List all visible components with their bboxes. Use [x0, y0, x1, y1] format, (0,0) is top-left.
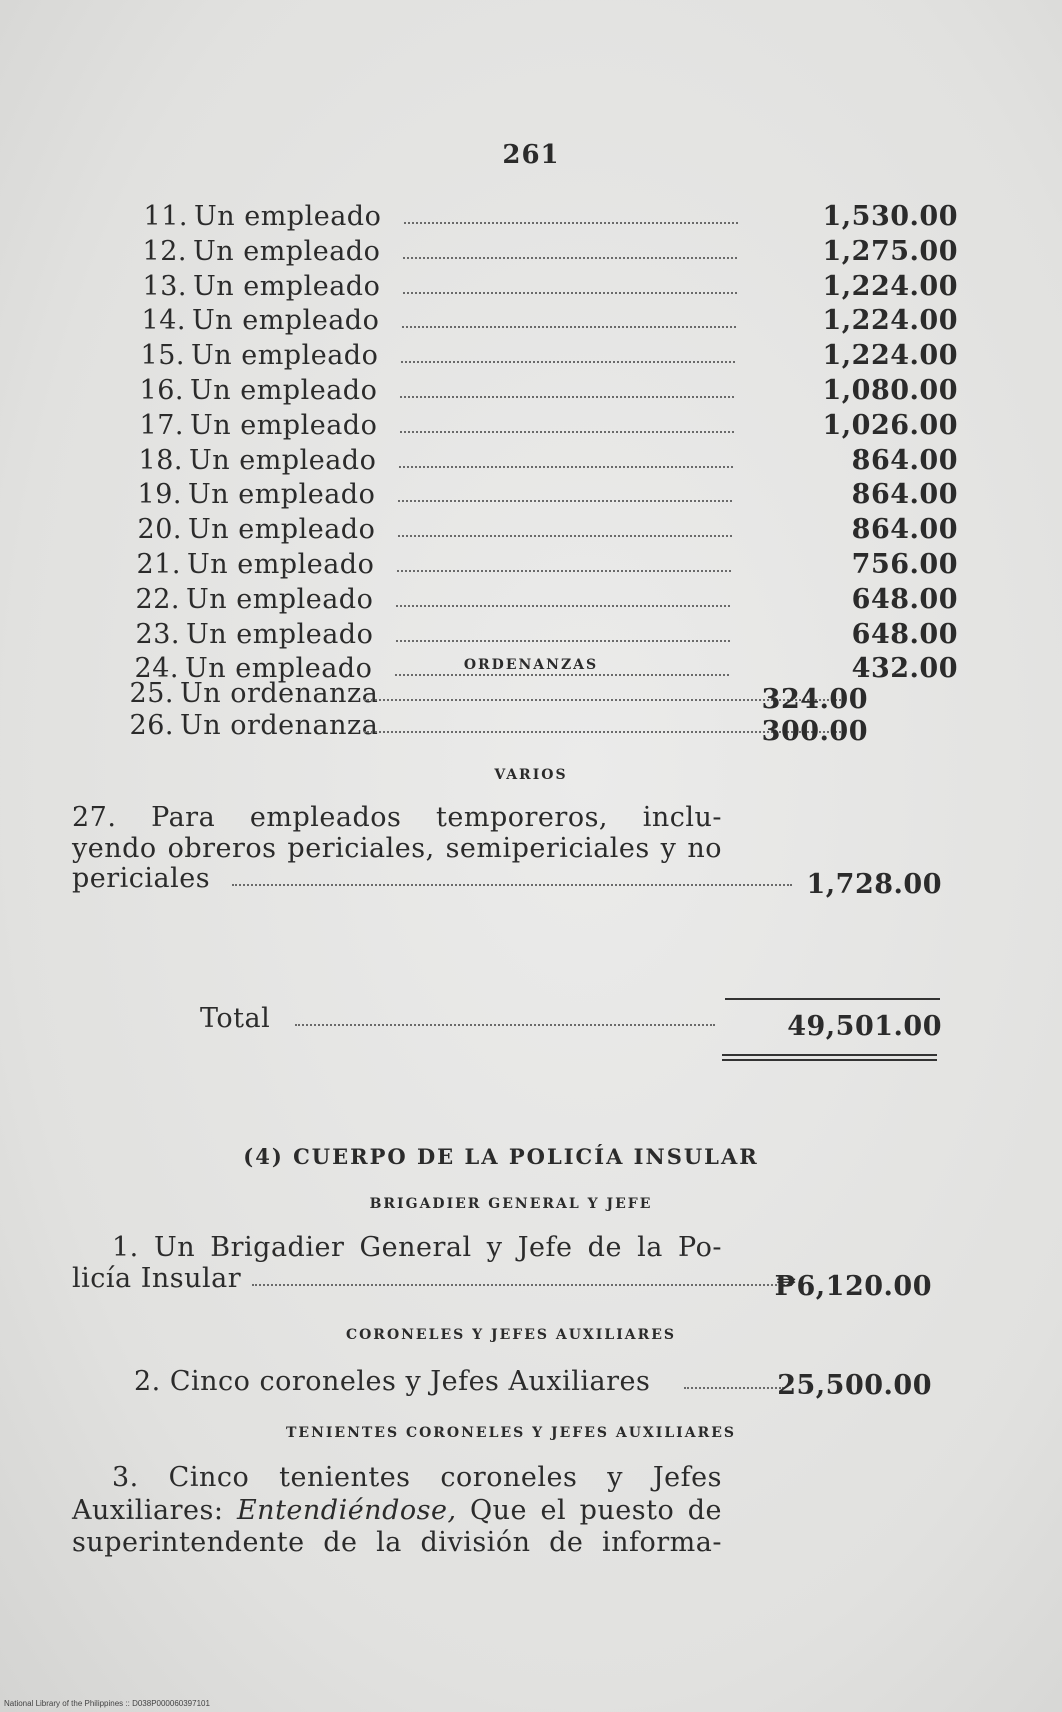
dot-leader	[397, 570, 731, 572]
item-description: Un ordenanza	[180, 710, 379, 741]
item-description: Un empleado	[188, 514, 376, 546]
item-number: 25.	[129, 678, 174, 709]
ordenanzas-heading: ORDENANZAS	[463, 657, 599, 673]
item-number: 13.	[142, 270, 187, 302]
list-item-employee	[130, 304, 958, 338]
item-description: Un ordenanza	[180, 678, 379, 709]
item-number: 20.	[137, 514, 182, 546]
brigadier-line-1	[72, 1232, 722, 1263]
item-amount: 1,026.00	[822, 409, 958, 441]
item-description: Un empleado	[190, 409, 378, 441]
dot-leader	[400, 431, 734, 433]
tenientes-text-italic: Entendiéndose,	[236, 1495, 457, 1526]
dot-leader	[402, 326, 736, 328]
total-double-rule-top	[722, 1054, 937, 1056]
item-amount: 864.00	[851, 479, 958, 511]
brigadier-text-1: 1. Un Brigadier General y Jefe de la Po-	[112, 1232, 722, 1263]
coroneles-line	[72, 1365, 932, 1399]
item-description: Un empleado	[194, 201, 382, 232]
dot-leader	[396, 605, 730, 607]
item-number: 23.	[135, 618, 180, 650]
list-item-ordenanza-26	[118, 709, 958, 747]
item-number: 22.	[135, 583, 180, 615]
item-amount: 300.00	[761, 716, 868, 747]
dot-leader	[396, 640, 730, 642]
tenientes-heading: TENIENTES CORONELES Y JEFES AUXILIARES	[285, 1425, 737, 1441]
item-description: Un empleado	[188, 479, 376, 511]
list-item-ordenanza-25	[118, 677, 958, 715]
list-item-employee	[126, 478, 958, 512]
varios-line-1: 27. Para empleados temporeros, inclu-	[72, 802, 722, 833]
tenientes-line-2	[72, 1495, 722, 1526]
item-description: Un empleado	[186, 618, 374, 650]
varios-line-3	[72, 862, 942, 900]
tenientes-text-1: 3. Cinco tenientes coroneles y Jefes	[112, 1462, 722, 1493]
item-description: Un empleado	[193, 270, 381, 302]
policia-heading: (4) CUERPO DE LA POLICÍA INSULAR	[243, 1144, 759, 1169]
tenientes-line-1	[72, 1462, 722, 1493]
item-number: 19.	[137, 479, 182, 511]
page-number: 261	[502, 140, 560, 170]
item-amount: 1,224.00	[822, 270, 958, 302]
item-amount: 1,224.00	[822, 305, 958, 337]
list-item-employee	[131, 270, 958, 304]
list-item-employee	[127, 444, 958, 478]
coroneles-heading: CORONELES Y JEFES AUXILIARES	[345, 1327, 677, 1343]
item-number: 14.	[141, 305, 186, 337]
item-amount: 1,530.00	[822, 201, 958, 232]
dot-leader	[399, 466, 733, 468]
dot-leader	[684, 1387, 784, 1389]
item-amount: 648.00	[851, 583, 958, 615]
list-item-employee	[124, 583, 958, 617]
item-description: Un empleado	[190, 375, 378, 406]
item-amount: 1,080.00	[822, 375, 958, 406]
item-description: Un empleado	[186, 583, 374, 615]
brigadier-line-2	[72, 1262, 932, 1302]
list-item-employee	[128, 374, 958, 408]
list-item-employee	[124, 618, 958, 652]
total-double-rule-bottom	[722, 1059, 937, 1061]
item-number: 26.	[129, 710, 174, 741]
dot-leader	[403, 292, 737, 294]
item-amount: 864.00	[851, 514, 958, 546]
varios-heading: VARIOS	[494, 767, 568, 783]
item-description: Un empleado	[193, 235, 381, 267]
item-amount: 648.00	[851, 618, 958, 650]
item-amount: 432.00	[851, 653, 958, 685]
list-item-employee	[131, 235, 958, 269]
item-number: 21.	[136, 549, 181, 580]
tenientes-text-prefix: Auxiliares:	[72, 1495, 224, 1526]
item-amount: 1,224.00	[822, 340, 958, 372]
total-label: Total	[200, 1003, 271, 1034]
item-amount: 1,275.00	[822, 235, 958, 267]
list-item-employee	[126, 513, 958, 547]
brigadier-heading: BRIGADIER GENERAL Y JEFE	[369, 1196, 653, 1212]
dot-leader	[398, 535, 732, 537]
item-number: 12.	[142, 235, 187, 267]
item-description: licía Insular	[72, 1263, 242, 1294]
item-amount: 324.00	[761, 684, 868, 715]
total-amount: 49,501.00	[787, 1011, 942, 1042]
varios-line-2: yendo obreros periciales, semipericiales y no	[72, 833, 722, 864]
item-description: 2. Cinco coroneles y Jefes Auxiliares	[134, 1366, 651, 1397]
footer-credit: National Library of the Philippines :: D038P000060397101	[4, 1699, 210, 1708]
item-description: Un empleado	[192, 305, 380, 337]
item-number: 11.	[143, 201, 188, 232]
dot-leader	[401, 361, 735, 363]
dot-leader	[232, 884, 792, 886]
item-number: 15.	[140, 340, 185, 372]
dot-leader	[400, 396, 734, 398]
dot-leader	[398, 500, 732, 502]
item-number: 18.	[138, 444, 183, 476]
dot-leader	[403, 257, 737, 259]
item-amount: 864.00	[851, 444, 958, 476]
item-description: Un empleado	[191, 340, 379, 372]
brigadier-amount: ₱6,120.00	[774, 1271, 932, 1302]
subtotal-rule	[725, 998, 940, 1000]
dot-leader	[295, 1024, 715, 1026]
item-amount: 756.00	[851, 549, 958, 580]
item-description: Un empleado	[187, 549, 375, 580]
item-description: Un empleado	[189, 444, 377, 476]
dot-leader	[252, 1284, 792, 1286]
item-number: 17.	[139, 409, 184, 441]
coroneles-amount: 25,500.00	[777, 1370, 932, 1401]
item-number: 16.	[139, 375, 184, 406]
list-item-employee	[132, 200, 958, 234]
varios-amount: 1,728.00	[806, 869, 942, 900]
list-item-employee	[125, 548, 958, 582]
total-row	[200, 1002, 942, 1042]
list-item-employee	[128, 409, 958, 443]
item-description: periciales	[72, 863, 211, 894]
item-description: Un empleado	[185, 653, 373, 685]
dot-leader	[404, 222, 738, 224]
list-item-employee	[129, 339, 958, 373]
tenientes-line-3: superintendente de la división de informa-	[72, 1527, 722, 1558]
item-number: 24.	[134, 653, 179, 685]
tenientes-text-suffix: Que el puesto de	[470, 1495, 722, 1526]
